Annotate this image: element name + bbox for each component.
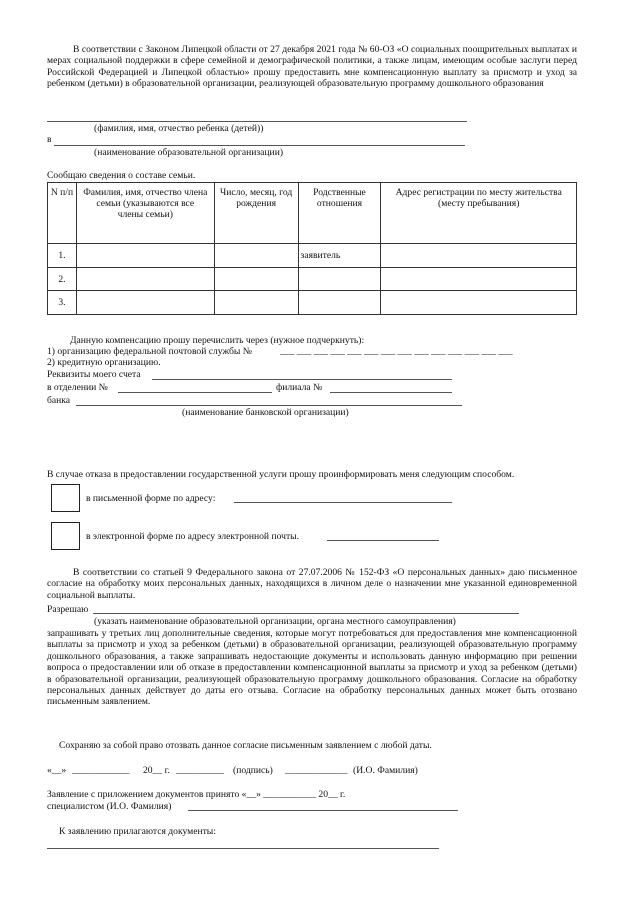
account-line[interactable] [152, 379, 452, 380]
bank-label: банка [47, 395, 71, 406]
branch-line[interactable] [118, 392, 272, 393]
header-number: N п/п [48, 183, 77, 244]
requisites-label: Реквизиты моего счета [47, 369, 141, 380]
header-birth-date: Число, месяц, год рождения [214, 183, 298, 244]
name-caption: (И.О. Фамилия) [353, 765, 418, 776]
date-day[interactable]: «__» [47, 765, 67, 776]
consent-body: запрашивать у третьих лиц дополнительные сведения, которые могут потребоваться для предоставления мне компенсационной выплаты за присмотр и уход за ребенком (детьми) в образовательной организации, реализующей образовательную программу дошкольного образования, а также запрашивать недостающие документы и использовать данную информацию при решении вопроса о предоставлении или об отказе в предоставлении компенсационной выплаты за присмотр и уход за ребенком (детьми) в образовательной организации, реализующей образовательную программу дошкольного образования. Согласие на обработку персональных данных действует до даты его отзыва. Согласие на обработку персональных данных может быть отозвано письменным заявлением. [47, 628, 577, 708]
child-name-line[interactable] [47, 121, 467, 122]
transfer-option-bank[interactable]: 2) кредитную организацию. [47, 357, 161, 368]
bank-caption: (наименование банковской организации) [182, 407, 349, 418]
header-relation: Родственные отношения [298, 183, 381, 244]
attachments-label: К заявлению прилагаются документы: [59, 826, 216, 837]
postal-address-line[interactable] [234, 502, 452, 503]
branch-label: в отделении № [47, 382, 108, 393]
cell-full-name[interactable] [76, 268, 214, 291]
cell-address[interactable] [381, 268, 577, 291]
signature-blank[interactable]: __________ [176, 765, 224, 776]
filial-label: филиала № [276, 382, 323, 393]
electronic-form-checkbox[interactable] [51, 522, 80, 550]
date-year[interactable]: 20__ г. [143, 765, 170, 776]
filial-line[interactable] [330, 392, 452, 393]
cell-birth-date[interactable] [214, 244, 298, 268]
cell-full-name[interactable] [76, 244, 214, 268]
date-month[interactable]: ____________ [72, 765, 130, 776]
specialist-label: специалистом (И.О. Фамилия) [47, 801, 172, 812]
cell-address[interactable] [381, 291, 577, 315]
retain-right: Сохраняю за собой право отозвать данное согласие письменным заявлением с любой даты. [59, 740, 432, 751]
transfer-heading: Данную компенсацию прошу перечислить через (нужное подчеркнуть): [70, 335, 365, 346]
table-row [48, 244, 577, 268]
family-heading: Сообщаю сведения о составе семьи. [47, 170, 196, 181]
row-number: 3. [48, 291, 77, 315]
table-row [48, 291, 577, 315]
cell-relation[interactable] [298, 268, 381, 291]
row-number: 2. [48, 268, 77, 291]
table-row [48, 268, 577, 291]
written-form-label: в письменной форме по адресу: [86, 493, 216, 504]
header-address: Адрес регистрации по месту жительства (месту пребывания) [381, 183, 577, 244]
cell-address[interactable] [381, 244, 577, 268]
child-caption: (фамилия, имя, отчество ребенка (детей)) [94, 123, 264, 134]
row-number: 1. [48, 244, 77, 268]
transfer-option-post[interactable]: 1) организацию федеральной почтовой службы № [47, 346, 252, 357]
allow-caption: (указать наименование образовательной организации, органа местного самоуправления) [94, 616, 456, 627]
cell-full-name[interactable] [76, 291, 214, 315]
written-form-checkbox[interactable] [51, 484, 80, 512]
email-line[interactable] [327, 540, 439, 541]
cell-birth-date[interactable] [214, 268, 298, 291]
allow-line[interactable] [93, 613, 519, 614]
name-blank[interactable]: _____________ [285, 765, 348, 776]
accepted-line: Заявление с приложением документов принято «__» ___________ 20__ г. [47, 789, 346, 800]
family-table [47, 182, 577, 315]
cell-relation[interactable] [298, 291, 381, 315]
org-prefix: в [47, 134, 52, 145]
allow-label: Разрешаю [47, 604, 89, 615]
org-name-line[interactable] [54, 145, 465, 146]
consent-paragraph: В соответствии со статьей 9 Федерального закона от 27.07.2006 № 152-ФЗ «О персональных данных» даю письменное согласие на обработку моих персональных данных, находящихся в личном деле о назначении мне указанной единовременной социальной выплаты. [47, 567, 577, 601]
intro-paragraph: В соответствии с Законом Липецкой области от 27 декабря 2021 года № 60-ОЗ «О социальных поощрительных выплатах и мерах социальной поддержки в сфере семейной и демографической политики, а также лицам, имеющим особые заслуги перед Российской Федерацией и Липецкой областью» прошу предоставить мне компенсационную выплату за присмотр и уход за ребенком (детьми) в образовательной организации, реализующей образовательную программу дошкольного образования [47, 44, 577, 90]
refusal-text: В случае отказа в предоставлении государственной услуги прошу проинформировать меня следующим способом. [47, 469, 515, 480]
post-number-blank[interactable]: ___ ___ ___ ___ ___ ___ ___ ___ ___ ___ ___ ___ ___ ___ [280, 346, 513, 357]
header-full-name: Фамилия, имя, отчество члена семьи (указываются все члены семьи) [76, 183, 214, 244]
cell-relation[interactable]: заявитель [298, 244, 381, 268]
specialist-line[interactable] [188, 810, 458, 811]
cell-birth-date[interactable] [214, 291, 298, 315]
signature-caption: (подпись) [233, 765, 273, 776]
org-caption: (наименование образовательной организации) [94, 147, 284, 158]
electronic-form-label: в электронной форме по адресу электронной почты. [86, 531, 300, 542]
attachments-line[interactable] [47, 848, 439, 849]
bank-line[interactable] [76, 405, 462, 406]
